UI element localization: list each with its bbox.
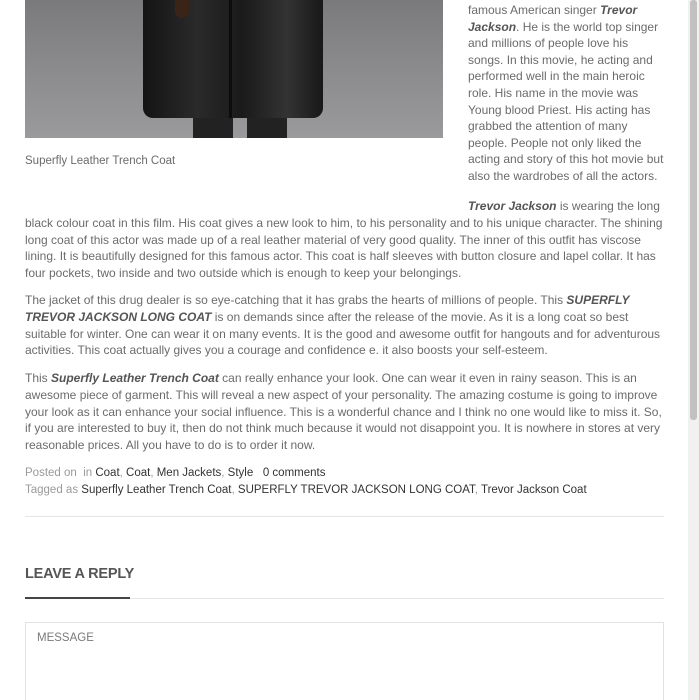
paragraph-text: can really enhance your look. One can wear it even in rainy season. This is an awesome piece of garment. This will reveal a new aspect of your personality. The amazing costume is going to improve your look as it can enhance your social influence. This is a wonderful chance and I think no one would like to miss it. So, if you are interested to buy it, then do not think much because it would not disappoint you. It is nowhere in stores at very reasonable prices. All you have to do is to order it now. — [25, 371, 662, 453]
paragraph-text: This — [25, 371, 52, 385]
side-text-part: famous American singer — [468, 3, 601, 17]
product-name-emphasis: SUPERFLY TREVOR JACKSON LONG COAT — [25, 293, 630, 324]
leg-figure — [193, 118, 233, 138]
hand-figure — [175, 0, 189, 18]
message-placeholder: MESSAGE — [37, 632, 94, 644]
coat-photo — [25, 0, 443, 138]
category-link-men-jackets[interactable]: Men Jackets — [156, 467, 222, 479]
product-name-emphasis: Superfly Leather Trench Coat — [51, 371, 219, 385]
category-link-style[interactable]: Style — [227, 467, 254, 479]
coat-front-seam — [229, 0, 232, 118]
tag-link-trevor-jackson-coat[interactable]: Trevor Jackson Coat — [480, 484, 587, 496]
actor-name: Trevor Jackson — [468, 199, 557, 213]
side-paragraph — [468, 2, 664, 185]
paragraph-lead-line — [25, 198, 664, 215]
leg-figure — [247, 118, 287, 138]
tag-link-superfly-leather-trench-coat[interactable]: Superfly Leather Trench Coat — [81, 484, 232, 496]
post-meta-categories: Posted on in Coat, Coat, Men Jackets, Style 0 comments — [25, 467, 326, 479]
page-scrollbar[interactable] — [688, 0, 699, 700]
paragraph-jacket — [25, 292, 664, 359]
message-textarea[interactable] — [25, 622, 664, 700]
scrollbar-thumb[interactable] — [690, 0, 697, 420]
photo-caption: Superfly Leather Trench Coat — [25, 155, 176, 167]
paragraph-text: black colour coat in this film. His coat gives a new look to him, to his personality and to his unique character. The shining long coat of this actor was made up of a real leather material of very good quality. The inner of this outfit has viscose lining. It is beautifully designed for this famous actor. This coat is half sleeves with button closure and lapel collar. It has four pockets, two inside and two outside which is enough to keep your belongings. — [25, 215, 663, 281]
paragraph-text: is on demands since after the release of the movie. As it is a long coat so best suitable for winter. One can wear it on many events. It is the good and awesome outfit for hangouts and for adventurous activities. This coat actually gives you a courage and confidence e. it also boosts your self-esteem. — [25, 309, 661, 358]
side-text-part: . He is the world top singer and millions of people love his songs. In this movie, he acting and performed well in the main heroic role. His name in the movie was Young blood Priest. His acting has grabbed the attention of many people. People not only liked the acting and story of this hot movie but also the wardrobes of all the actors. — [468, 19, 664, 183]
leave-a-reply-heading: LEAVE A REPLY — [25, 566, 135, 582]
in-label: in — [83, 467, 93, 479]
post-meta-tags: Tagged as Superfly Leather Trench Coat, SUPERFLY TREVOR JACKSON LONG COAT, Trevor Jackson Coat — [25, 484, 587, 496]
posted-on-label: Posted on — [25, 467, 77, 479]
paragraph-coat-description — [25, 198, 664, 282]
category-link-coat-2[interactable]: Coat — [126, 467, 151, 479]
paragraph-look — [25, 370, 664, 454]
paragraph-text: is wearing the long — [556, 199, 660, 213]
section-divider — [25, 516, 664, 517]
tag-link-superfly-trevor-jackson-long-coat[interactable]: SUPERFLY TREVOR JACKSON LONG COAT — [237, 484, 475, 496]
comments-link[interactable]: 0 comments — [262, 467, 326, 479]
tagged-as-label: Tagged as — [25, 484, 79, 496]
actor-name: Trevor Jackson — [468, 3, 638, 34]
paragraph-text: The jacket of this drug dealer is so eye-catching that it has grabs the hearts of millions of people. This — [25, 293, 567, 307]
heading-underline — [25, 597, 130, 599]
leather-coat-figure — [143, 0, 323, 118]
category-link-coat[interactable]: Coat — [95, 467, 120, 479]
